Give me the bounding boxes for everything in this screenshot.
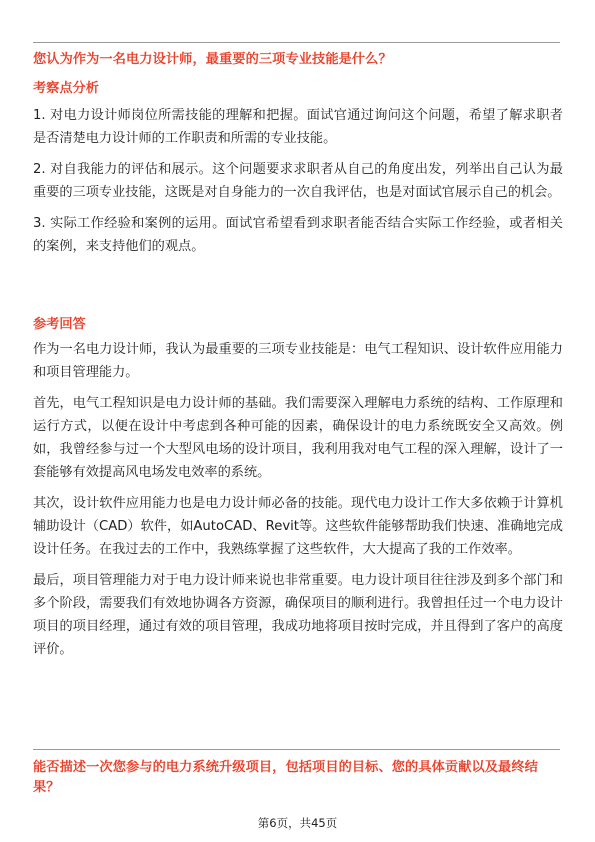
analysis-section	[33, 80, 563, 266]
answer-paragraph-2: 首先，电气工程知识是电力设计师的基础。我们需要深入理解电力系统的结构、工作原理和运行方式，以便在设计中考虑到各种可能的因素，确保设计的电力系统既安全又高效。例如，我曾经参与过一个大型风电场的设计项目，我利用我对电气工程的深入理解，设计了一套能够有效提高风电场发电效率的系统。	[33, 396, 563, 480]
analysis-heading: 考察点分析	[33, 81, 99, 96]
analysis-point-3: 3. 实际工作经验和案例的运用。面试官希望看到求职者能否结合实际工作经验，或者相关的案例，来支持他们的观点。	[33, 216, 563, 254]
answer-section	[33, 316, 563, 669]
answer-paragraph-4: 最后，项目管理能力对于电力设计师来说也非常重要。电力设计项目往往涉及到多个部门和多个阶段，需要我们有效地协调各方资源，确保项目的顺利进行。我曾担任过一个电力设计项目的项目经理，通过有效的项目管理，我成功地将项目按时完成，并且得到了客户的高度评价。	[33, 573, 563, 657]
answer-paragraph-3: 其次，设计软件应用能力也是电力设计师必备的技能。现代电力设计工作大多依赖于计算机辅助设计（CAD）软件，如AutoCAD、Revit等。这些软件能够帮助我们快速、准确地完成设计任务。在我过去的工作中，我熟练掌握了这些软件，大大提高了我的工作效率。	[33, 496, 563, 557]
page-number: 第6页，共45页	[257, 816, 338, 830]
bottom-divider	[33, 749, 560, 750]
answer-heading: 参考回答	[33, 317, 86, 332]
question-1-title: 您认为作为一名电力设计师，最重要的三项专业技能是什么？	[33, 52, 392, 67]
question-2-title: 能否描述一次您参与的电力系统升级项目，包括项目的目标、您的具体贡献以及最终结果？	[33, 760, 538, 795]
analysis-point-1: 1. 对电力设计师岗位所需技能的理解和把握。面试官通过询问这个问题，希望了解求职者是否清楚电力设计师的工作职责和所需的专业技能。	[33, 108, 563, 146]
top-divider	[33, 42, 560, 43]
question-2	[33, 758, 563, 798]
answer-paragraph-1: 作为一名电力设计师，我认为最重要的三项专业技能是：电气工程知识、设计软件应用能力和项目管理能力。	[33, 342, 563, 380]
analysis-point-2: 2. 对自我能力的评估和展示。这个问题要求求职者从自己的角度出发，列举出自己认为最重要的三项专业技能，这既是对自身能力的一次自我评估，也是对面试官展示自己的机会。	[33, 162, 563, 200]
question-1	[33, 50, 563, 70]
